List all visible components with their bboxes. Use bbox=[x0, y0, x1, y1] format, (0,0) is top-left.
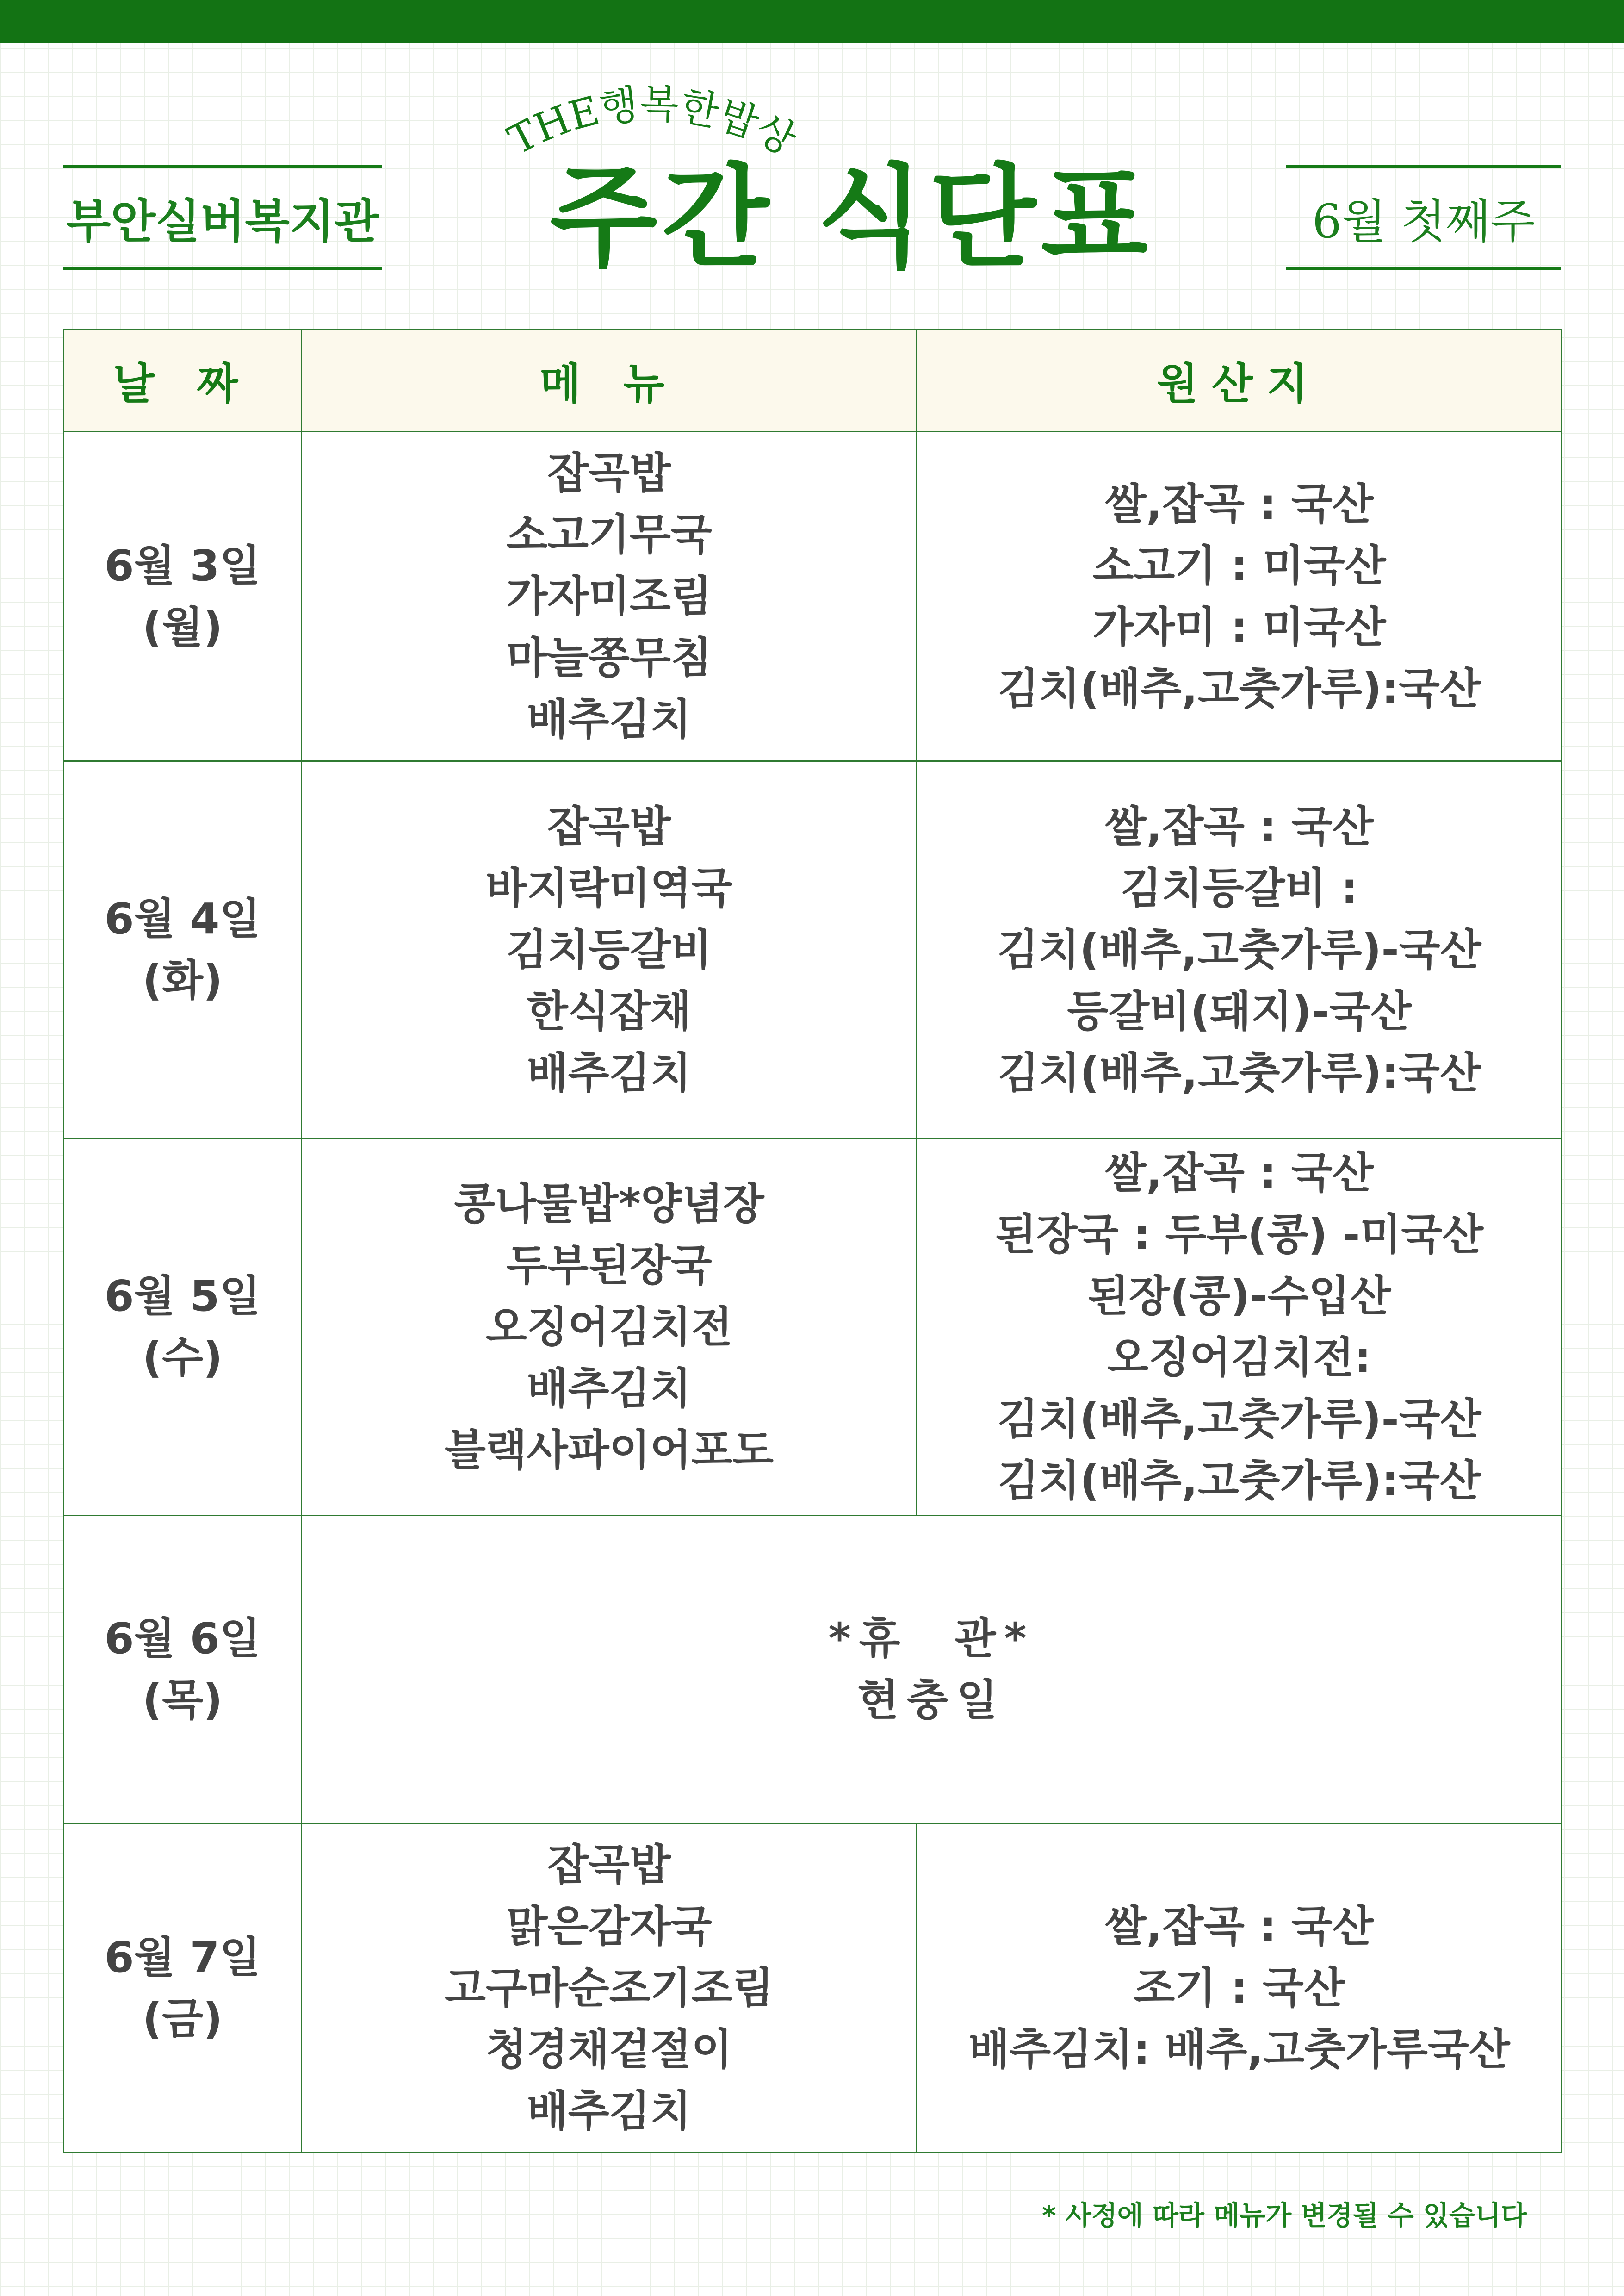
origin-item: 된장(콩)-수입산 bbox=[1087, 1271, 1391, 1321]
weekday-text: (목) bbox=[143, 1675, 223, 1725]
date-cell bbox=[64, 1516, 302, 1823]
menu-item: 콩나물밥*양념장 bbox=[454, 1179, 764, 1229]
menu-item: 맑은감자국 bbox=[506, 1902, 712, 1951]
origin-item: 김치등갈비 : bbox=[1120, 863, 1358, 913]
header-menu: 메 뉴 bbox=[302, 330, 917, 432]
date-cell bbox=[64, 1139, 302, 1516]
top-banner bbox=[0, 0, 1624, 43]
svg-text:THE행복한밥상 bbox=[501, 81, 803, 164]
menu-item: 배추김치 bbox=[527, 1363, 692, 1413]
date-text: 6월 4일 bbox=[104, 894, 261, 944]
origin-item: 쌀,잡곡 : 국산 bbox=[1105, 479, 1374, 529]
origin-cell bbox=[917, 432, 1562, 761]
menu-cell bbox=[302, 761, 917, 1139]
holiday-text: 현충일 bbox=[857, 1675, 1006, 1725]
origin-item: 오징어김치전: bbox=[1107, 1333, 1371, 1382]
menu-item: 청경채겉절이 bbox=[485, 2025, 733, 2074]
origin-item: 김치(배추,고춧가루):국산 bbox=[998, 1048, 1481, 1098]
origin-item: 된장국 : 두부(콩) -미국산 bbox=[995, 1210, 1483, 1259]
origin-item: 등갈비(돼지)-국산 bbox=[1067, 986, 1412, 1036]
weekday-text: (화) bbox=[143, 956, 223, 1005]
origin-item: 가자미 : 미국산 bbox=[1092, 602, 1386, 652]
holiday-cell bbox=[302, 1516, 1562, 1823]
origin-cell bbox=[917, 761, 1562, 1139]
menu-item: 바지락미역국 bbox=[485, 863, 733, 913]
origin-item: 배추김치: 배추,고춧가루국산 bbox=[968, 2025, 1510, 2074]
menu-item: 김치등갈비 bbox=[506, 925, 712, 975]
menu-item: 배추김치 bbox=[527, 2086, 692, 2136]
weekday-text: (월) bbox=[143, 602, 223, 652]
holiday-text: *휴 관* bbox=[828, 1614, 1035, 1663]
subtitle-text: THE행복한밥상 bbox=[501, 81, 803, 164]
menu-item: 잡곡밥 bbox=[547, 1840, 671, 1890]
menu-item: 배추김치 bbox=[527, 1048, 692, 1098]
menu-item: 잡곡밥 bbox=[547, 448, 671, 498]
origin-item: 김치(배추,고춧가루)-국산 bbox=[997, 925, 1481, 975]
weekday-text: (수) bbox=[143, 1333, 223, 1382]
table-row bbox=[64, 1516, 1562, 1823]
date-cell bbox=[64, 1823, 302, 2153]
organization-label: 부안실버복지관 bbox=[63, 165, 382, 270]
date-text: 6월 7일 bbox=[104, 1932, 261, 1982]
page-title: 주간 식단표 bbox=[550, 153, 1153, 282]
date-text: 6월 5일 bbox=[104, 1271, 261, 1321]
menu-item: 블랙사파이어포도 bbox=[445, 1425, 774, 1475]
header-date: 날 짜 bbox=[64, 330, 302, 432]
menu-item: 두부된장국 bbox=[506, 1240, 712, 1290]
origin-item: 조기 : 국산 bbox=[1134, 1963, 1345, 2013]
date-cell bbox=[64, 761, 302, 1139]
header-origin: 원산지 bbox=[917, 330, 1562, 432]
table-row bbox=[64, 1823, 1562, 2153]
table-header-row bbox=[64, 330, 1562, 432]
origin-item: 쌀,잡곡 : 국산 bbox=[1105, 802, 1374, 852]
origin-cell bbox=[917, 1139, 1562, 1516]
table-row bbox=[64, 1139, 1562, 1516]
menu-item: 소고기무국 bbox=[506, 510, 712, 560]
origin-item: 김치(배추,고춧가루):국산 bbox=[998, 664, 1481, 714]
origin-item: 쌀,잡곡 : 국산 bbox=[1105, 1902, 1374, 1951]
menu-item: 고구마순조기조림 bbox=[445, 1963, 774, 2013]
date-cell bbox=[64, 432, 302, 761]
menu-item: 마늘쫑무침 bbox=[506, 633, 712, 683]
table-row bbox=[64, 432, 1562, 761]
footnote: * 사정에 따라 메뉴가 변경될 수 있습니다 bbox=[1042, 2200, 1527, 2231]
origin-item: 김치(배추,고춧가루):국산 bbox=[998, 1456, 1481, 1506]
menu-item: 배추김치 bbox=[527, 695, 692, 744]
origin-item: 소고기 : 미국산 bbox=[1092, 541, 1386, 591]
menu-cell bbox=[302, 1139, 917, 1516]
origin-cell bbox=[917, 1823, 1562, 2153]
origin-item: 김치(배추,고춧가루)-국산 bbox=[997, 1394, 1481, 1444]
origin-item: 쌀,잡곡 : 국산 bbox=[1105, 1148, 1374, 1198]
menu-item: 오징어김치전 bbox=[485, 1302, 733, 1352]
menu-cell bbox=[302, 1823, 917, 2153]
week-label: 6월 첫째주 bbox=[1286, 165, 1561, 270]
weekday-text: (금) bbox=[143, 1994, 223, 2044]
table-row bbox=[64, 761, 1562, 1139]
menu-item: 가자미조림 bbox=[506, 572, 712, 621]
menu-item: 잡곡밥 bbox=[547, 802, 671, 852]
menu-table bbox=[63, 329, 1562, 2153]
date-text: 6월 6일 bbox=[104, 1614, 261, 1663]
menu-item: 한식잡채 bbox=[527, 986, 692, 1036]
menu-cell bbox=[302, 432, 917, 761]
date-text: 6월 3일 bbox=[104, 541, 261, 591]
